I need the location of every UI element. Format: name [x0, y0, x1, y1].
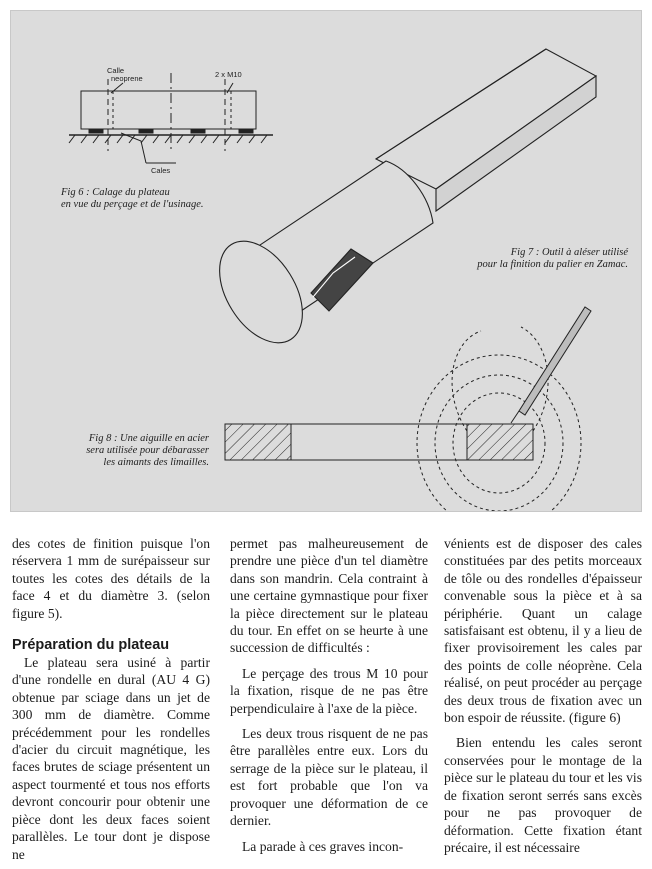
- fig6-caption-line: en vue du perçage et de l'usinage.: [61, 199, 204, 210]
- fig8-caption-line: sera utilisée pour débarasser: [86, 445, 209, 456]
- fig8-steel-needle: [519, 307, 591, 415]
- fig8-caption-line: Fig 8 : Une aiguille en acier: [88, 433, 209, 444]
- fig6-plate: [81, 91, 256, 129]
- fig7-caption-line: pour la finition du palier en Zamac.: [477, 259, 628, 270]
- paragraph: Les deux trous risquent de ne pas être parallèles entre eux. Lors du serrage de la pièce sur le plateau, il est fort probable que l'on va provoquer une déformation de ce dernier.: [230, 726, 428, 829]
- fig6-label-neoprene: neoprene: [111, 74, 143, 83]
- fig6-label-calle: Calle: [107, 66, 125, 75]
- section-heading: Préparation du plateau: [12, 637, 170, 654]
- paragraph: permet pas malheureusement de prendre une pièce d'un tel diamètre dans son mandrin. Cela contraint à une certaine gymnastique pour fixer la pièce directement sur le plateau du tour. En effet on se heurte à une succession de difficultés :: [230, 536, 428, 656]
- text-column-2: [230, 535, 428, 855]
- paragraph: vénients est de disposer des cales constituées par des petits morceaux de tôle ou des rondelles d'épaisseur convenable sous la pièce et à sa périphérie. Quant un calage satisfaisant est obtenu, il y a lieu de fixer provisoirement les cales par des points de colle néoprène. Cela réalisé, on peut procéder au perçage des deux trous de fixation avec un bon espoir de réussite. (figure 6): [444, 536, 642, 726]
- paragraph: des cotes de finition puisque l'on réservera 1 mm de surépaisseur sur toutes les cotes des détails de la face 4 et du diamètre 3. (selon figure 5).: [12, 536, 210, 621]
- fig7-caption: [416, 247, 628, 271]
- figure-panel: [10, 10, 642, 512]
- fig6-label-cales: Cales: [151, 166, 171, 175]
- fig8-magnet-right: [467, 424, 533, 460]
- paragraph: Bien entendu les cales seront conservées pour le montage de la pièce sur le plateau du tour et les vis de fixation seront serrés sans excès pour ne pas provoquer de déformation. Cette fixation étant précaire, il est nécessaire: [444, 735, 642, 855]
- fig7-drawing: [202, 49, 596, 358]
- fig6-shim: [89, 129, 103, 133]
- fig6-shim: [139, 129, 153, 133]
- fig8-caption: [49, 433, 209, 469]
- text-column-3: [444, 535, 642, 856]
- fig7-caption-line: Fig 7 : Outil à aléser utilisé: [510, 247, 628, 258]
- fig8-caption-line: les aimants des limailles.: [103, 457, 209, 468]
- paragraph: Le plateau sera usiné à partir d'une rondelle en dural (AU 4 G) obtenue par sciage dans un jet de 300 mm de diamètre. Comme précédemment pour les rondelles d'acier du circuit magnétique, les faces brutes de sciage présentent un aspect tourmenté et tous nos efforts devront concourir pour obtenir une pièce dont les deux faces soient parallèles. Le tour dont je dispose ne: [12, 655, 210, 862]
- paragraph: La parade à ces graves incon-: [242, 838, 404, 854]
- fig6-ground-hatching: [69, 135, 267, 143]
- fig6-label-screws: 2 x M10: [215, 70, 242, 79]
- fig6-caption: [61, 187, 261, 211]
- fig8-magnet-left: [225, 424, 291, 460]
- fig6-caption-line: Fig 6 : Calage du plateau: [61, 187, 170, 198]
- fig6-shim: [239, 129, 253, 133]
- fig6-shim: [191, 129, 205, 133]
- fig6-drawing: [69, 73, 273, 163]
- paragraph: Le perçage des trous M 10 pour la fixation, risque de ne pas être perpendiculaire à l'axe de la pièce.: [230, 665, 428, 716]
- text-column-1: [12, 535, 210, 863]
